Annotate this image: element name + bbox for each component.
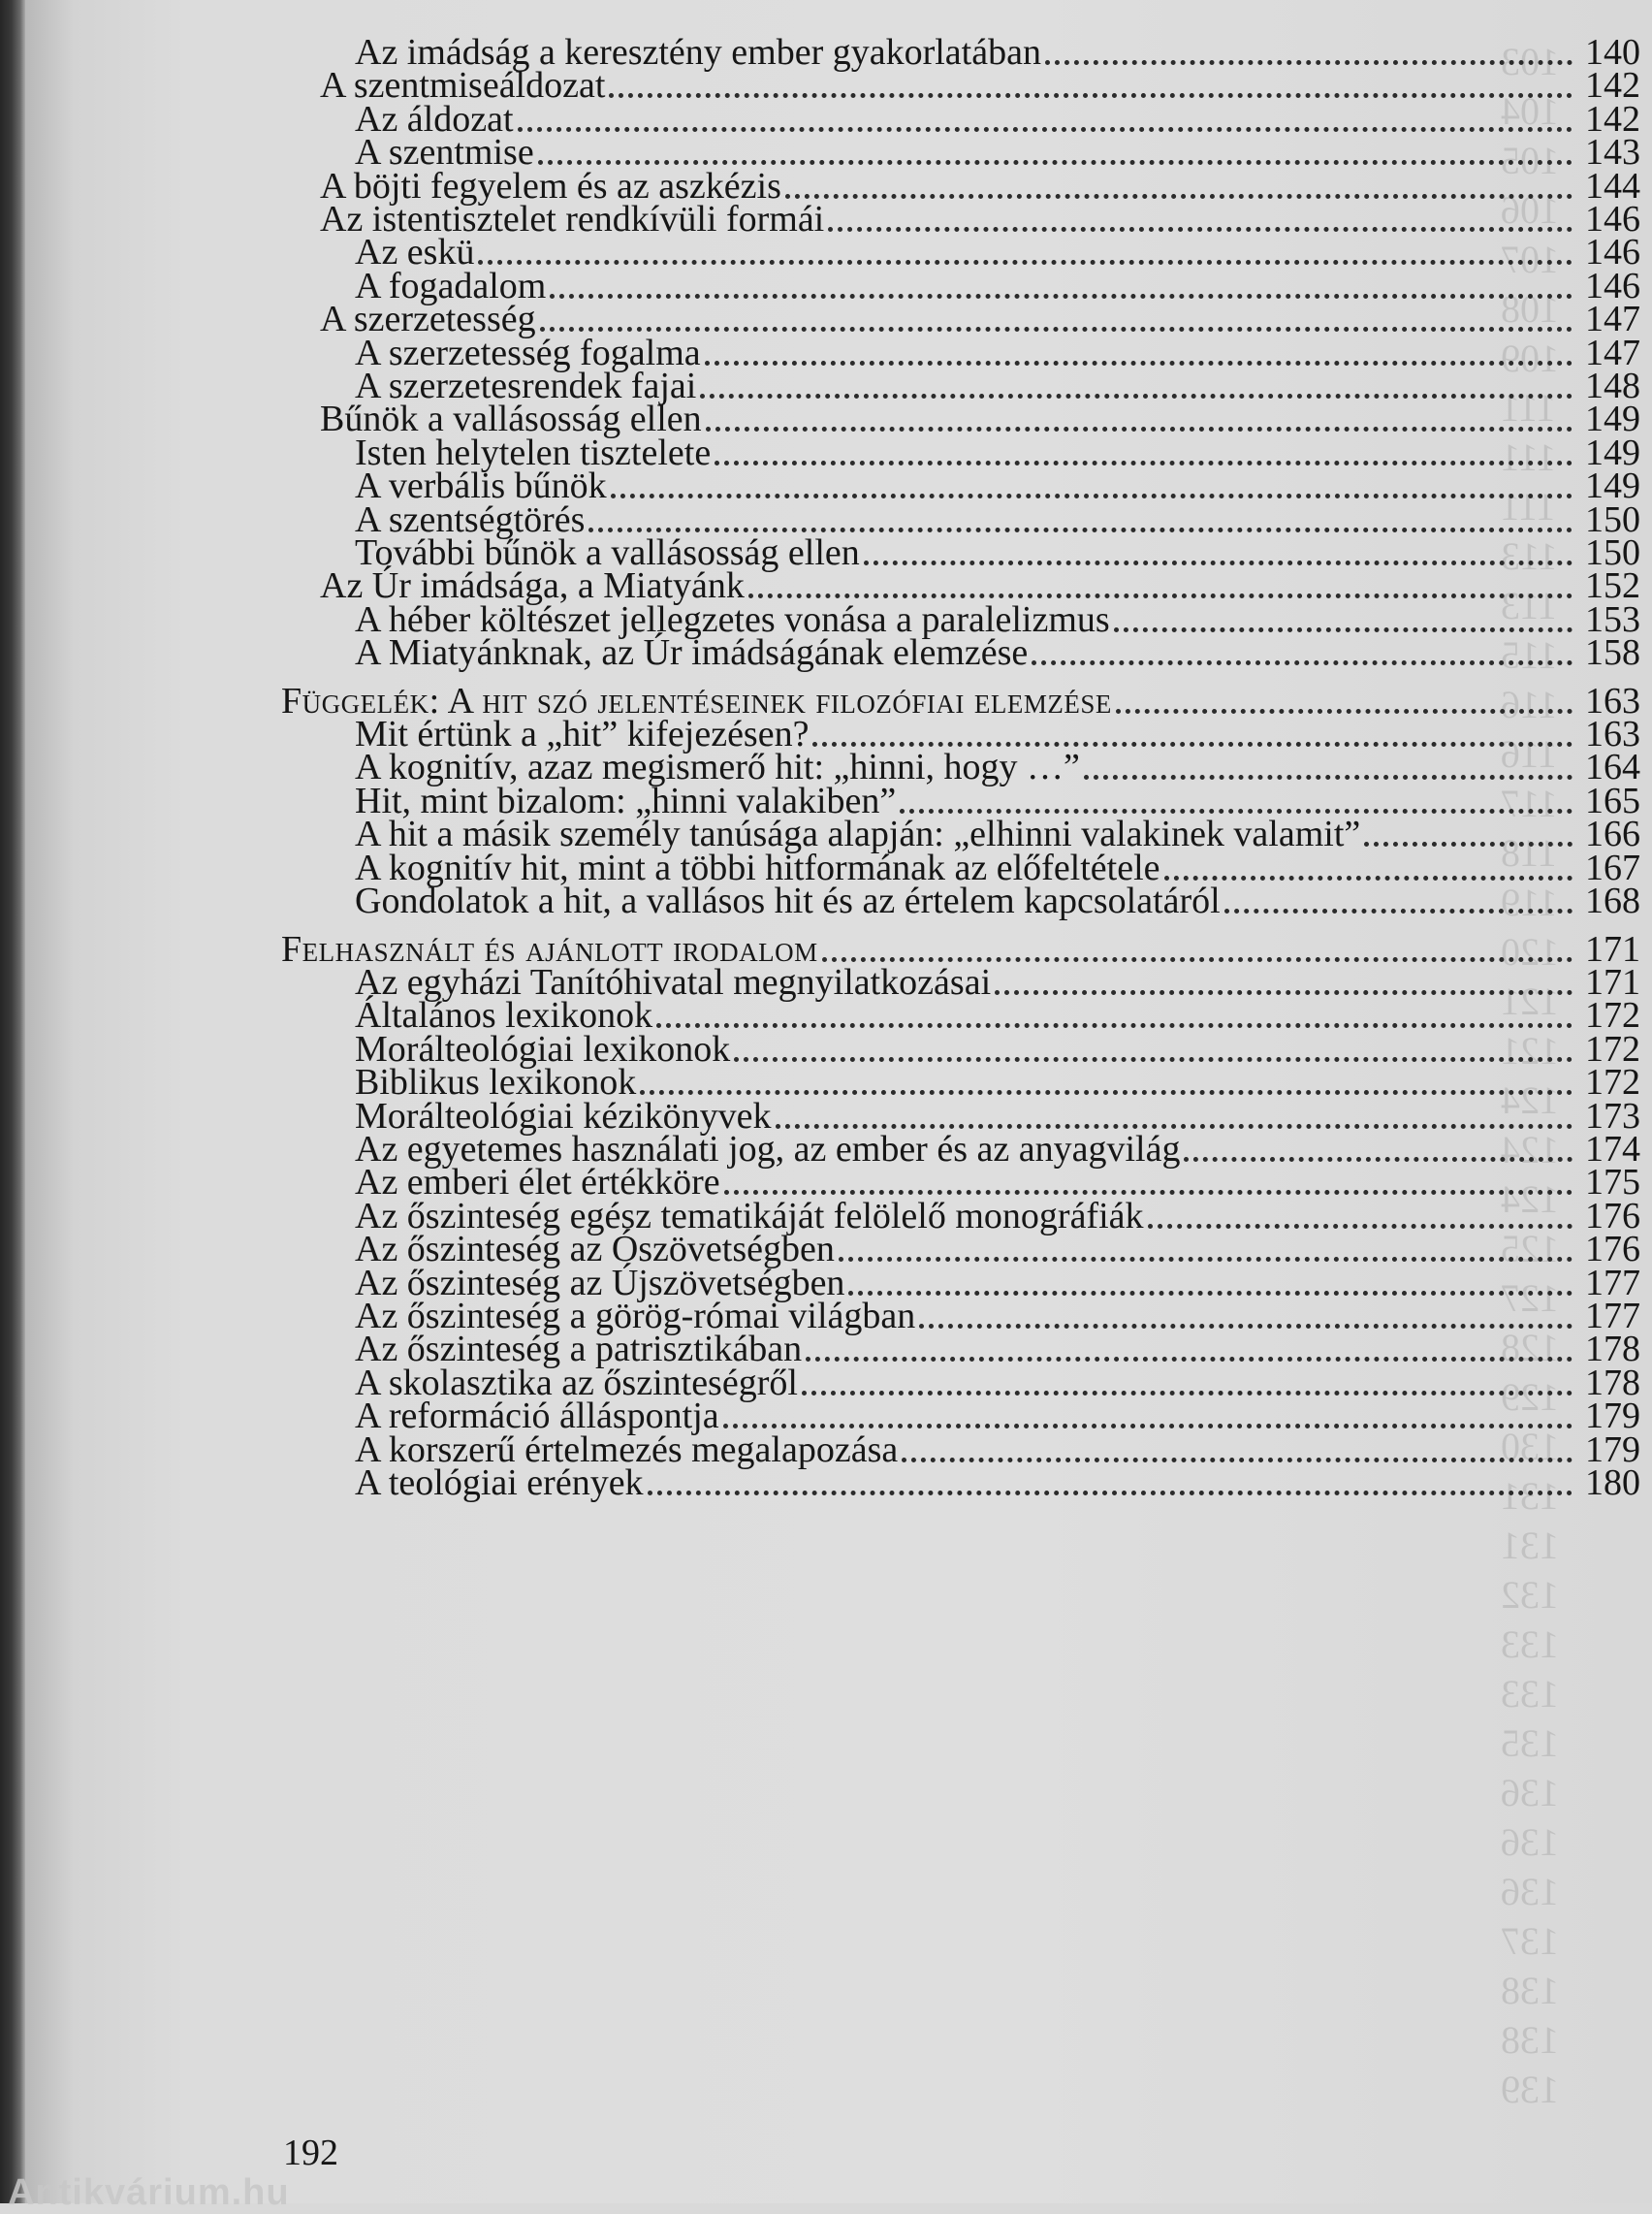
toc-entry-title: A kognitív, azaz megismerő hit: „hinni, hogy …” <box>355 747 1080 787</box>
toc-entry-title: Általános lexikonok <box>355 995 653 1036</box>
bleed-through-number: 125 <box>1501 1227 1559 1270</box>
toc-entry-title: Az őszinteség az Újszövetségben <box>355 1263 845 1303</box>
toc-entry <box>355 1458 1640 1506</box>
toc-entry-title: Az Úr imádsága, a Miatyánk <box>320 565 745 606</box>
toc-entry-title: A reformáció álláspontja <box>355 1396 719 1436</box>
bleed-through-number: 116 <box>1501 683 1558 726</box>
toc-entry-page: 179 <box>1585 1429 1640 1470</box>
toc-entry-page: 149 <box>1585 465 1640 506</box>
toc-entry-title: Az eskü <box>355 232 475 273</box>
toc-entry-page: 172 <box>1585 995 1640 1036</box>
bleed-through-number: 105 <box>1501 139 1559 182</box>
toc-entry-title: Morálteológiai lexikonok <box>355 1029 731 1070</box>
toc-entry-page: 177 <box>1585 1263 1640 1303</box>
bleed-through-number: 136 <box>1501 1820 1559 1864</box>
bleed-through-number: 117 <box>1501 782 1558 825</box>
toc-entry-title: Az egyetemes használati jog, az ember és az anyagvilág <box>355 1129 1181 1170</box>
toc-entry-page: 172 <box>1585 1062 1640 1103</box>
toc-entry-page: 163 <box>1585 714 1640 754</box>
bleed-through-number: 118 <box>1501 831 1558 875</box>
page-number: 192 <box>283 2133 338 2173</box>
bleed-through-number: 127 <box>1501 1276 1559 1320</box>
toc-entry-page: 167 <box>1585 848 1640 888</box>
bleed-through-number: 111 <box>1501 386 1557 430</box>
toc-entry-page: 144 <box>1585 166 1640 207</box>
toc-entry-page: 140 <box>1585 32 1640 73</box>
toc-entry <box>355 627 1640 676</box>
bleed-through-number: 113 <box>1501 534 1558 578</box>
toc-entry-title: A teológiai erények <box>355 1462 644 1503</box>
toc-entry-page: 150 <box>1585 532 1640 573</box>
bleed-through-number: 116 <box>1501 732 1558 776</box>
bleed-through-number: 139 <box>1501 2068 1559 2111</box>
toc-entry-page: 146 <box>1585 199 1640 240</box>
toc-entry-title: Morálteológiai kézikönyvek <box>355 1096 772 1137</box>
toc-entry-title: A szentségtörés <box>355 499 586 540</box>
toc-entry-title: Mit értünk a „hit” kifejezésen? <box>355 714 810 754</box>
toc-entry-title: A szerzetesség <box>320 299 536 339</box>
toc-entry-page: 177 <box>1585 1296 1640 1336</box>
toc-entry-title: Az őszinteség egész tematikáját felölelő monográfiák <box>355 1196 1144 1236</box>
bleed-through-number: 120 <box>1501 930 1559 974</box>
toc-entry-title: Az őszinteség az Ószövetségben <box>355 1229 835 1269</box>
toc-entry-page: 171 <box>1585 929 1640 970</box>
toc-entry-page: 153 <box>1585 599 1640 640</box>
bleed-through-number: 106 <box>1501 188 1559 232</box>
toc-leader-dots <box>1032 660 1573 665</box>
bleed-through-number: 124 <box>1501 1177 1559 1221</box>
toc-entry-page: 143 <box>1585 132 1640 173</box>
toc-entry-page: 176 <box>1585 1229 1640 1269</box>
toc-entry-page: 171 <box>1585 962 1640 1003</box>
toc-entry-title: Isten helytelen tisztelete <box>355 433 712 473</box>
bleed-through-number: 113 <box>1501 584 1558 627</box>
bleed-through-number: 137 <box>1501 1919 1559 1963</box>
bleed-through-number: 131 <box>1501 1474 1559 1518</box>
toc-leader-dots <box>648 1491 1573 1495</box>
toc-entry-title: A verbális bűnök <box>355 465 607 506</box>
bleed-through-number: 109 <box>1501 337 1559 380</box>
bleed-through-number: 121 <box>1501 1029 1559 1073</box>
toc-entry-page: 178 <box>1585 1329 1640 1369</box>
bleed-through-number: 103 <box>1501 40 1559 83</box>
toc-entry-page: 173 <box>1585 1096 1640 1137</box>
toc-entry-page: 142 <box>1585 65 1640 106</box>
toc-entry-title: Gondolatok a hit, a vallásos hit és az értelem kapcsolatáról <box>355 881 1221 921</box>
bleed-through-number: 133 <box>1501 1622 1559 1666</box>
toc-entry <box>355 876 1640 924</box>
toc-entry-page: 146 <box>1585 232 1640 273</box>
toc-entry-title: Az áldozat <box>355 99 514 140</box>
bleed-through-number: 130 <box>1501 1425 1559 1468</box>
toc-entry-page: 149 <box>1585 433 1640 473</box>
toc-entry-title: Biblikus lexikonok <box>355 1062 637 1103</box>
book-spine-shadow <box>0 0 25 2203</box>
toc-entry-page: 149 <box>1585 399 1640 439</box>
toc-entry-page: 163 <box>1585 681 1640 722</box>
toc-entry-page: 158 <box>1585 632 1640 673</box>
toc-entry-title: Az egyházi Tanítóhivatal megnyilatkozásai <box>355 962 992 1003</box>
toc-entry-page: 174 <box>1585 1129 1640 1170</box>
bleed-through-number: 132 <box>1501 1573 1559 1617</box>
bleed-through-number: 136 <box>1501 1771 1559 1814</box>
bleed-through-number: 133 <box>1501 1672 1559 1716</box>
toc-entry-page: 168 <box>1585 881 1640 921</box>
toc-entry-title: A fogadalom <box>355 266 547 306</box>
bleed-through-number: 135 <box>1501 1721 1559 1765</box>
toc-entry-page: 176 <box>1585 1196 1640 1236</box>
toc-entry-title: Hit, mint bizalom: „hinni valakiben” <box>355 781 897 821</box>
bleed-through-number: 111 <box>1501 435 1557 479</box>
toc-entry-title: Az imádság a keresztény ember gyakorlatában <box>355 32 1041 73</box>
toc-entry-page: 152 <box>1585 565 1640 606</box>
toc-entry-title: A héber költészet jellegzetes vonása a paralelizmus <box>355 599 1110 640</box>
toc-entry-title: További bűnök a vallásosság ellen <box>355 532 860 573</box>
toc-entry-page: 180 <box>1585 1462 1640 1503</box>
toc-entry-page: 178 <box>1585 1363 1640 1403</box>
toc-entry-page: 142 <box>1585 99 1640 140</box>
toc-entry-page: 166 <box>1585 814 1640 854</box>
toc-entry-title: A kognitív hit, mint a többi hitformának az előfeltétele <box>355 848 1160 888</box>
bleed-through-number: 121 <box>1501 979 1559 1023</box>
toc-entry-title: A skolasztika az őszinteségről <box>355 1363 798 1403</box>
toc-entry-title: A Miatyánknak, az Úr imádságának elemzése <box>355 632 1029 673</box>
toc-entry-title: Az őszinteség a görög-római világban <box>355 1296 916 1336</box>
toc-entry-title: A szentmiseáldozat <box>320 65 606 106</box>
bleed-through-number: 119 <box>1501 881 1558 924</box>
toc-entry-page: 148 <box>1585 366 1640 406</box>
toc-entry-title: A szerzetesség fogalma <box>355 333 701 373</box>
bleed-through-number: 138 <box>1501 1969 1559 2012</box>
bleed-through-number: 129 <box>1501 1375 1559 1419</box>
toc-entry-title: A böjti fegyelem és az aszkézis <box>320 166 781 207</box>
bleed-through-number: 136 <box>1501 1870 1559 1913</box>
toc-entry-title: A korszerű értelmezés megalapozása <box>355 1429 899 1470</box>
toc-entry-page: 146 <box>1585 266 1640 306</box>
bleed-through-number: 131 <box>1501 1524 1559 1567</box>
bleed-through-number: 124 <box>1501 1128 1559 1171</box>
toc-entry-title: A hit a másik személy tanúsága alapján: „elhinni valakinek valamit” <box>355 814 1361 854</box>
bleed-through-number: 124 <box>1501 1078 1559 1122</box>
toc-entry-page: 164 <box>1585 747 1640 787</box>
toc-entry-title: Az őszinteség a patrisztikában <box>355 1329 803 1369</box>
toc-entry-page: 147 <box>1585 299 1640 339</box>
toc-entry-page: 172 <box>1585 1029 1640 1070</box>
toc-entry-page: 147 <box>1585 333 1640 373</box>
toc-entry-page: 175 <box>1585 1162 1640 1203</box>
toc-entry-page: 150 <box>1585 499 1640 540</box>
toc-entry-title: Felhasznált és ajánlott irodalom <box>281 929 818 970</box>
bleed-through-number: 115 <box>1501 633 1558 677</box>
bleed-through-number: 104 <box>1501 89 1559 133</box>
toc-entry-title: Függelék: A hit szó jelentéseinek filozófiai elemzése <box>281 681 1112 722</box>
bleed-through-number: 108 <box>1501 287 1559 331</box>
bleed-through-number: 138 <box>1501 2018 1559 2062</box>
bleed-through-number: 111 <box>1501 485 1557 529</box>
toc-leader-dots <box>1224 909 1573 914</box>
toc-entry-title: Az emberi élet értékköre <box>355 1162 720 1203</box>
toc-entry-page: 165 <box>1585 781 1640 821</box>
bleed-through-number: 107 <box>1501 238 1559 281</box>
toc-entry-page: 179 <box>1585 1396 1640 1436</box>
toc-entry-title: Az istentisztelet rendkívüli formái <box>320 199 825 240</box>
toc-entry-title: Bűnök a vallásosság ellen <box>320 399 702 439</box>
bleed-through-number: 128 <box>1501 1326 1559 1369</box>
toc-entry-title: A szerzetesrendek fajai <box>355 366 697 406</box>
watermark: Antikvárium.hu <box>8 2172 290 2213</box>
toc-entry-title: A szentmise <box>355 132 534 173</box>
